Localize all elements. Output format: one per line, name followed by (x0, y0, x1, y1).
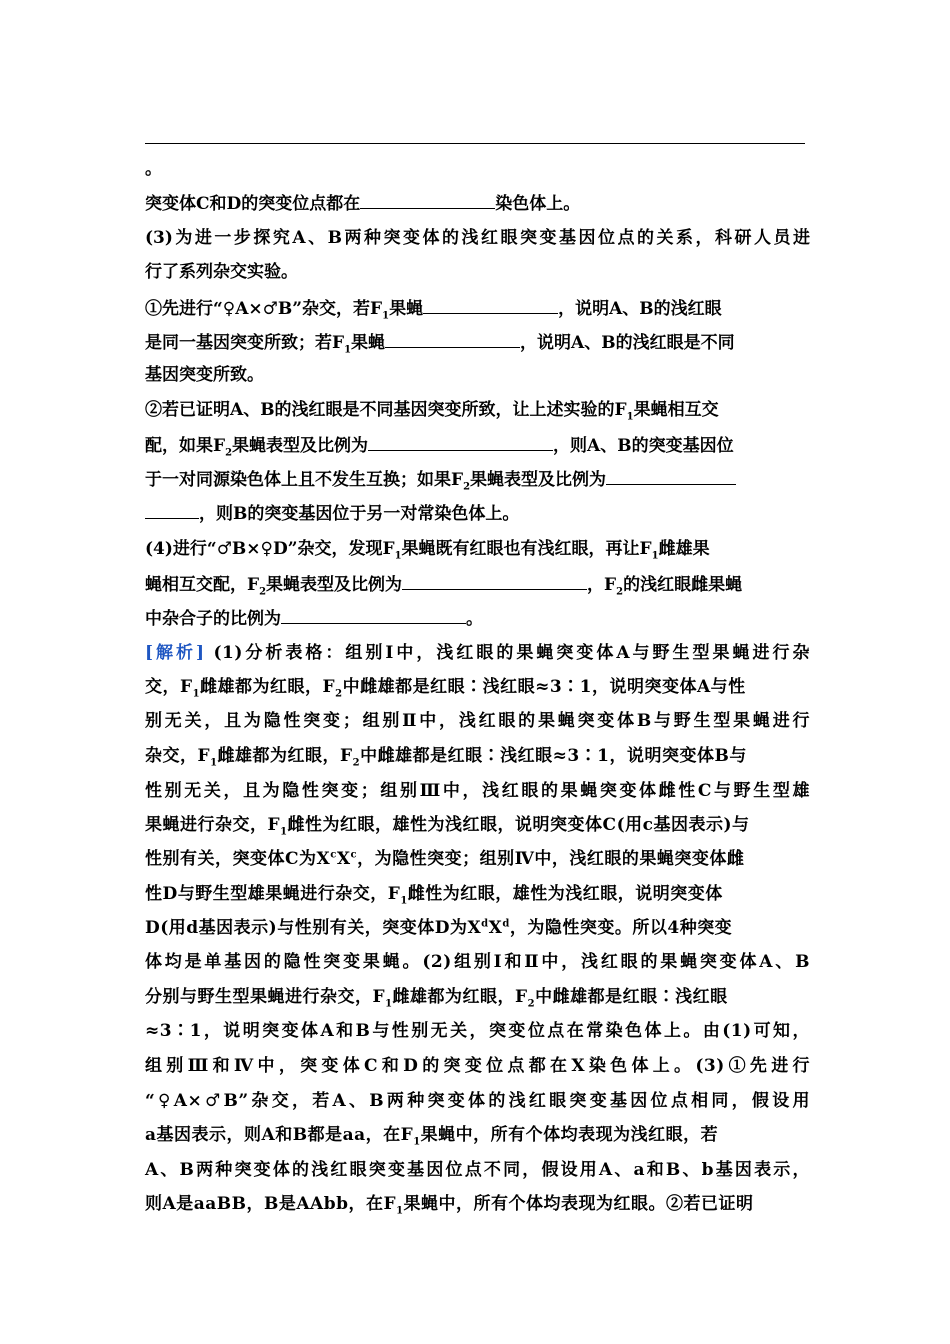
analysis-line14: “♀A×♂B”杂交，若A、B两种突变体的浅红眼突变基因位点相同，假设用 (145, 1091, 810, 1111)
analysis-tag: [解析] (145, 643, 205, 663)
q3-2-line2: 配，如果$F_2$果蝇表型及比例为 ，则A、B的突变基因位 (145, 433, 810, 457)
blank-diff-gene-result[interactable] (385, 330, 520, 348)
q3-2-line3: 于一对同源染色体上且不发生互换；如果$F_2$果蝇表型及比例为 (145, 467, 810, 491)
q3-intro-line1: (3)为进一步探究A、B两种突变体的浅红眼突变基因位点的关系，科研人员进 (145, 228, 810, 248)
answer-blank-line[interactable] (145, 143, 805, 144)
analysis-line17: 则A是aaBB，B是AAbb，在$F_1$果蝇中，所有个体均表现为红眼。②若已证明 (145, 1194, 754, 1217)
q4-line3: 中杂合子的比例为 。 (145, 606, 810, 630)
q2-chromosome-line: 突变体C和D的突变位点都在 染色体上。 (145, 191, 810, 215)
q3-1-line2: 是同一基因突变所致；若$F_1$果蝇 ，说明A、B的浅红眼是不同 (145, 330, 810, 354)
q4-line2: 蝇相互交配，$F_2$果蝇表型及比例为 ，$F_2$的浅红眼雌果蝇 (145, 572, 810, 596)
q3-intro-line2: 行了系列杂交实验。 (145, 262, 298, 282)
q2-end-mark: 。 (145, 159, 162, 179)
q3-2-line4: ，则B的突变基因位于另一对常染色体上。 (145, 501, 810, 525)
q4-line1: (4)进行“♂B×♀D”杂交，发现$F_1$果蝇既有红眼也有浅红眼，再让$F_1$雌雄果 (145, 539, 710, 562)
blank-heterozygote-ratio[interactable] (281, 606, 466, 624)
q3-2-line1: ②若已证明A、B的浅红眼是不同基因突变所致，让上述实验的$F_1$果蝇相互交 (145, 400, 719, 423)
analysis-line13: 组别Ⅲ和Ⅳ中，突变体C和D的突变位点都在X染色体上。(3)①先进行 (145, 1056, 810, 1076)
analysis-line7: 性别有关，突变体C为$X^cX^c$，为隐性突变；组别Ⅳ中，浅红眼的果蝇突变体雌 (145, 849, 745, 869)
analysis-line5: 性别无关，且为隐性突变；组别Ⅲ中，浅红眼的果蝇突变体雌性C与野生型雄 (145, 781, 810, 801)
blank-same-gene-result[interactable] (423, 296, 558, 314)
analysis-line2: 交，$F_1$雌雄都为红眼，$F_2$中雌雄都是红眼∶浅红眼≈3∶1，说明突变体A与性 (145, 677, 746, 700)
analysis-line1: [解析] (1)分析表格：组别Ⅰ中，浅红眼的果蝇突变体A与野生型果蝇进行杂 (145, 643, 811, 663)
blank-chromosome[interactable] (360, 191, 495, 209)
blank-other-chromosome-ratio-cont[interactable] (145, 501, 199, 519)
blank-other-chromosome-ratio[interactable] (606, 467, 736, 485)
analysis-line16: A、B两种突变体的浅红眼突变基因位点不同，假设用A、a和B、b基因表示， (145, 1160, 810, 1180)
analysis-line12: ≈3∶1，说明突变体A和B与性别无关，突变位点在常染色体上。由(1)可知， (145, 1021, 810, 1041)
q3-1-line3: 基因突变所致。 (145, 365, 264, 385)
analysis-line8: 性D与野生型雄果蝇进行杂交，$F_1$雌性为红眼，雄性为浅红眼，说明突变体 (145, 884, 723, 907)
blank-same-chromosome-ratio[interactable] (368, 433, 553, 451)
analysis-line9: D(用d基因表示)与性别有关，突变体D为$X^dX^d$，为隐性突变。所以4种突变 (145, 918, 733, 938)
analysis-line3: 别无关，且为隐性突变；组别Ⅱ中，浅红眼的果蝇突变体B与野生型果蝇进行 (145, 711, 810, 731)
analysis-line4: 杂交，$F_1$雌雄都为红眼，$F_2$中雌雄都是红眼∶浅红眼≈3∶1，说明突变体B与 (145, 746, 747, 769)
analysis-line6: 果蝇进行杂交，$F_1$雌性为红眼，雄性为浅红眼，说明突变体C(用c基因表示)与 (145, 815, 750, 838)
analysis-line11: 分别与野生型果蝇进行杂交，$F_1$雌雄都为红眼，$F_2$中雌雄都是红眼∶浅红眼 (145, 987, 728, 1010)
blank-f2-ratio[interactable] (402, 572, 587, 590)
analysis-line10: 体均是单基因的隐性突变果蝇。(2)组别Ⅰ和Ⅱ中，浅红眼的果蝇突变体A、B (145, 952, 810, 972)
q3-1-line1: ①先进行“♀A×♂B”杂交，若$F_1$果蝇 ，说明A、B的浅红眼 (145, 296, 810, 320)
analysis-line15: a基因表示，则A和B都是aa，在$F_1$果蝇中，所有个体均表现为浅红眼，若 (145, 1125, 719, 1148)
